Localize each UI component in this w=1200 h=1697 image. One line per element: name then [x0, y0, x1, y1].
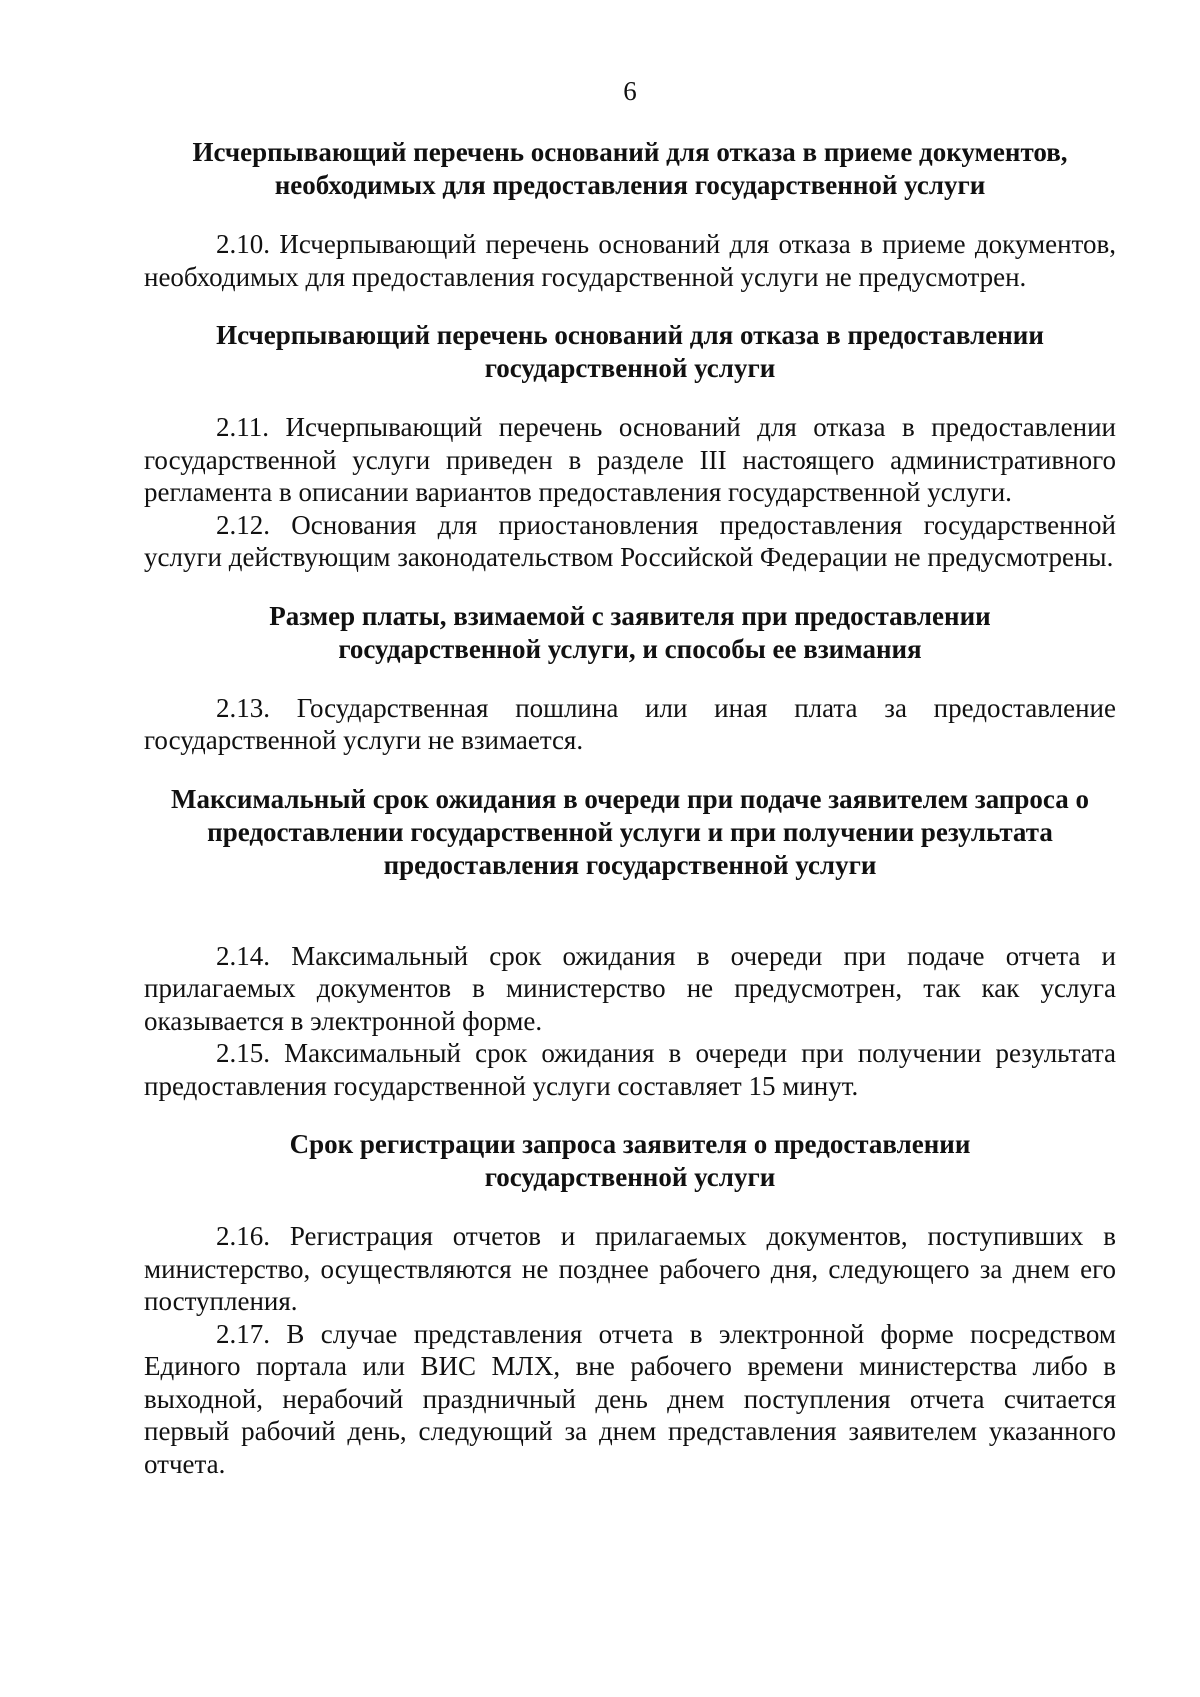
paragraph-2-14: 2.14. Максимальный срок ожидания в очереди при подаче отчета и прилагаемых документов в министерство не предусмотрен, так как услуга оказывается в электронной форме. [144, 940, 1116, 1036]
heading-line: Размер платы, взимаемой с заявителя при предоставлении [269, 600, 991, 631]
heading-line: Максимальный срок ожидания в очереди при подаче заявителем запроса о [170, 783, 1089, 814]
page-number: 6 [623, 76, 637, 106]
section-heading-refusal-provision [144, 319, 1116, 385]
heading-line: Исчерпывающий перечень оснований для отказа в приеме документов, [192, 137, 1068, 167]
heading-line: предоставлении государственной услуги и при получении результата [207, 816, 1053, 847]
paragraph-2-10: 2.10. Исчерпывающий перечень оснований для отказа в приеме документов, необходимых для предоставления государственной услуги не предусмотрен. [144, 229, 1116, 292]
paragraph-2-17: 2.17. В случае представления отчета в электронной форме посредством Единого портала или ВИС МЛХ, вне рабочего времени министерства либо в выходной, нерабочий праздничный день днем поступления отчета считается первый рабочий день, следующий за днем представления заявителем указанного отчета. [144, 1318, 1116, 1479]
section-heading-refusal-acceptance [144, 136, 1116, 202]
heading-line: государственной услуги, и способы ее взимания [338, 633, 922, 664]
paragraph-2-16: 2.16. Регистрация отчетов и прилагаемых документов, поступивших в министерство, осуществляются не позднее рабочего дня, следующего за днем его поступления. [144, 1221, 1116, 1316]
heading-line: Срок регистрации запроса заявителя о предоставлении [289, 1129, 971, 1159]
heading-line: государственной услуги [484, 353, 776, 383]
paragraph-2-13: 2.13. Государственная пошлина или иная плата за предоставление государственной услуги не взимается. [144, 692, 1116, 755]
document-page [144, 72, 1116, 1480]
paragraph-2-12: 2.12. Основания для приостановления предоставления государственной услуги действующим законодательством Российской Федерации не предусмотрены. [144, 509, 1116, 572]
section-heading-fee [144, 600, 1116, 666]
section-heading-queue-time [144, 783, 1116, 882]
heading-line: необходимых для предоставления государственной услуги [274, 170, 986, 200]
heading-line: предоставления государственной услуги [383, 849, 877, 880]
paragraph-2-15: 2.15. Максимальный срок ожидания в очереди при получении результата предоставления государственной услуги составляет 15 минут. [144, 1038, 1116, 1101]
heading-line: Исчерпывающий перечень оснований для отказа в предоставлении [216, 320, 1044, 350]
section-heading-registration [144, 1128, 1116, 1194]
heading-line: государственной услуги [484, 1162, 776, 1192]
paragraph-2-11: 2.11. Исчерпывающий перечень оснований для отказа в предоставлении государственной услуги приведен в разделе III настоящего административного регламента в описании вариантов предоставления государственной услуги. [144, 412, 1116, 507]
